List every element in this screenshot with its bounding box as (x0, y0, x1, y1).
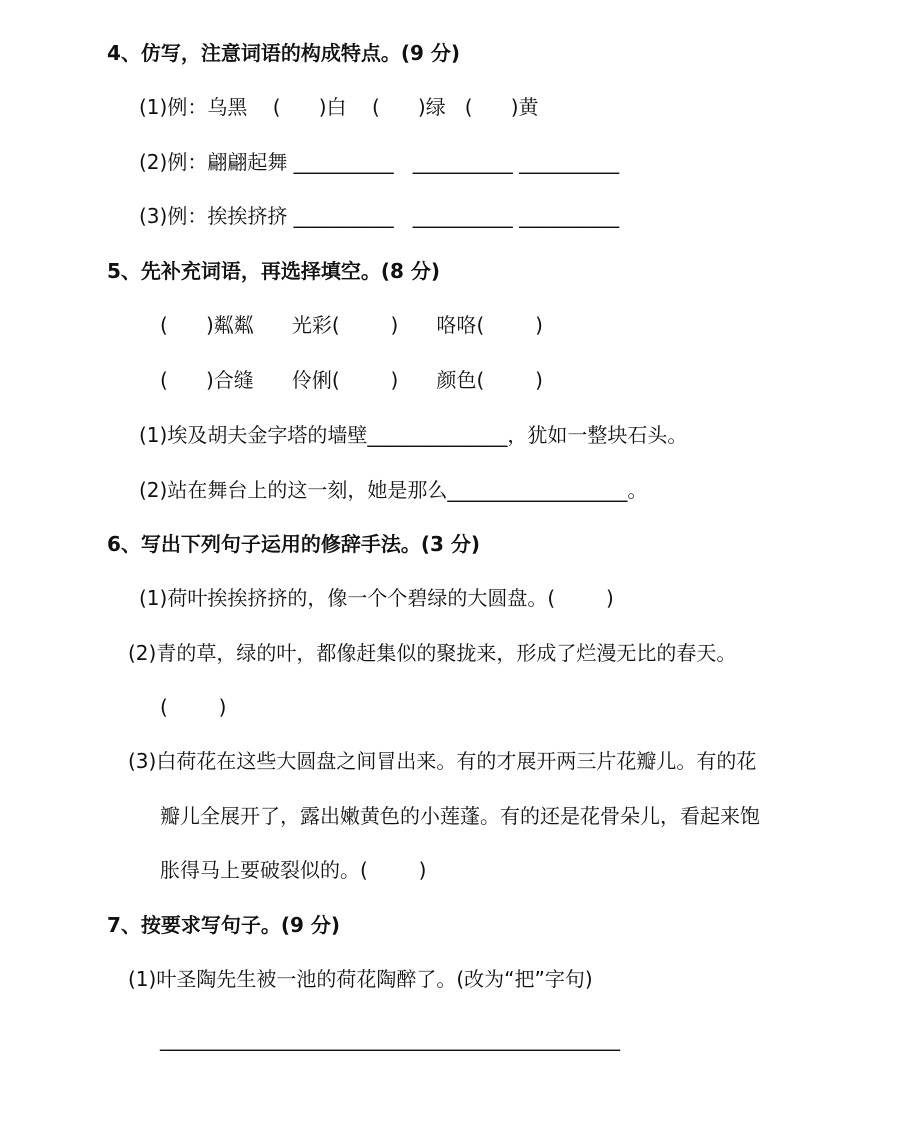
q7-sentence-1: (1)叶圣陶先生被一池的荷花陶醉了。(改为“把”字句) (128, 967, 593, 991)
q6-sentence-2-answer: ( ) (160, 695, 227, 719)
q4-example-1: (1)例：乌黑 ( )白 ( )绿 ( )黄 (139, 95, 539, 119)
q7-answer-line: ______________________________________________ (160, 1027, 620, 1051)
q5-sentence-1: (1)埃及胡夫金字塔的墙壁______________，犹如一整块石头。 (139, 423, 688, 447)
q4-example-3: (3)例：挨挨挤挤 __________ __________ __________ (139, 204, 620, 228)
q4-heading: 4、仿写，注意词语的构成特点。(9 分) (107, 41, 461, 65)
q6-sentence-3-line-2: 瓣儿全展开了，露出嫩黄色的小莲蓬。有的还是花骨朵儿，看起来饱 (160, 804, 760, 828)
q7-heading: 7、按要求写句子。(9 分) (107, 913, 341, 937)
q6-heading: 6、写出下列句子运用的修辞手法。(3 分) (107, 532, 481, 556)
q5-word-row-2: ( )合缝 伶俐( ) 颜色( ) (160, 368, 543, 392)
q4-example-2: (2)例：翩翩起舞 __________ __________ __________ (139, 150, 620, 174)
q6-sentence-3-line-3: 胀得马上要破裂似的。( ) (160, 858, 427, 882)
q6-sentence-1: (1)荷叶挨挨挤挤的，像一个个碧绿的大圆盘。( ) (139, 586, 614, 610)
q6-sentence-2: (2)青的草，绿的叶，都像赶集似的聚拢来，形成了烂漫无比的春天。 (128, 641, 737, 665)
q5-heading: 5、先补充词语，再选择填空。(8 分) (107, 259, 441, 283)
q6-sentence-3-line-1: (3)白荷花在这些大圆盘之间冒出来。有的才展开两三片花瓣儿。有的花 (128, 749, 757, 773)
q5-word-row-1: ( )粼粼 光彩( ) 咯咯( ) (160, 313, 543, 337)
q5-sentence-2: (2)站在舞台上的这一刻，她是那么__________________。 (139, 478, 648, 502)
